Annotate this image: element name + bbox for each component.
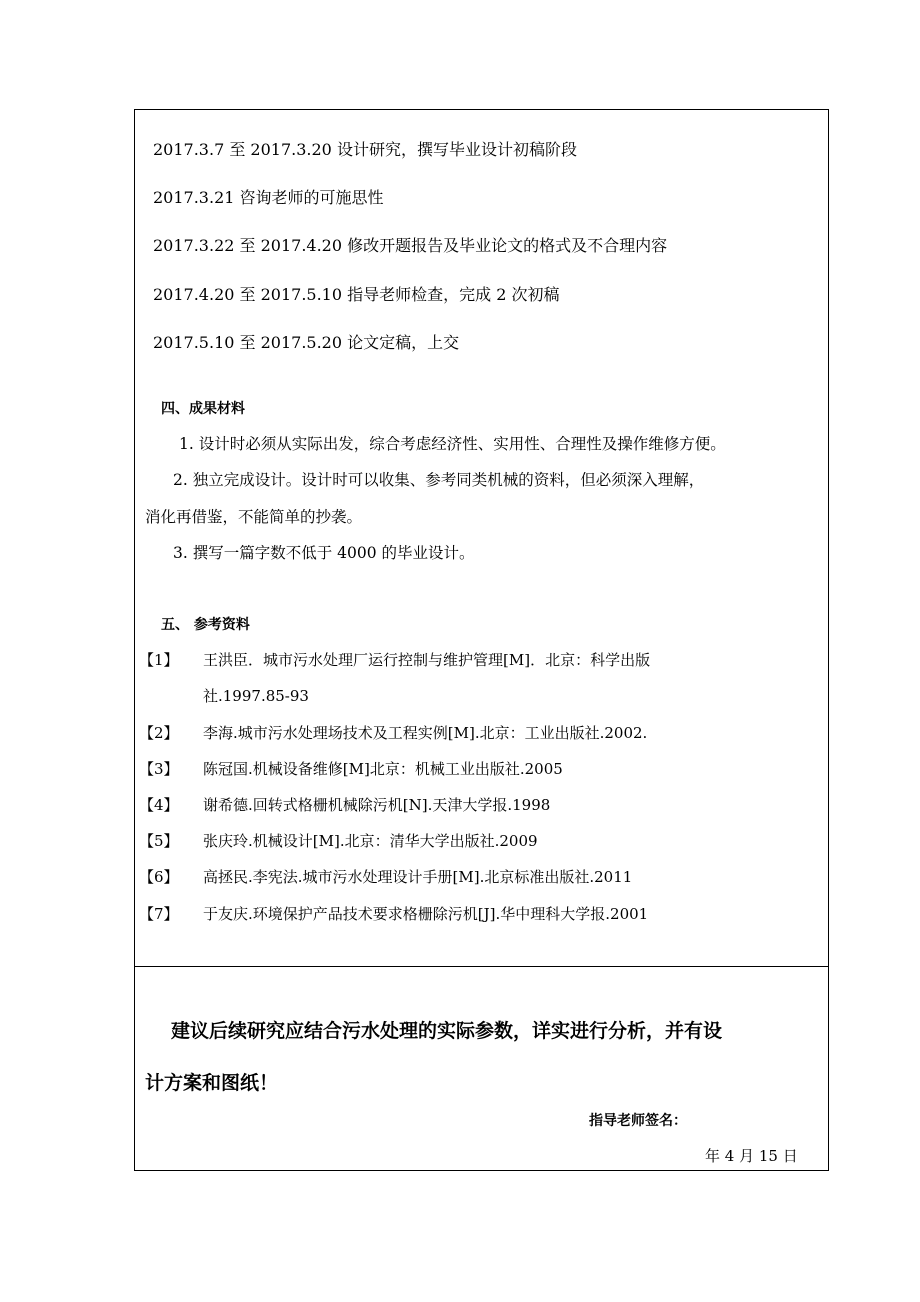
reference-2 <box>139 722 647 743</box>
reference-text: 谢希德.回转式格栅机械除污机[N].天津大学报.1998 <box>203 796 551 814</box>
reference-tag: 【1】 <box>139 651 179 669</box>
reference-text: 李海.城市污水处理场技术及工程实例[M].北京：工业出版社.2002. <box>203 724 648 742</box>
reference-tag: 【2】 <box>139 724 179 742</box>
reference-7 <box>139 903 648 924</box>
schedule-line-3: 2017.3.22 至 2017.4.20 修改开题报告及毕业论文的格式及不合理内容 <box>153 236 668 255</box>
reference-4 <box>139 794 550 815</box>
reference-tag: 【4】 <box>139 796 179 814</box>
reference-text: 于友庆.环境保护产品技术要求格栅除污机[J].华中理科大学报.2001 <box>203 905 649 923</box>
advice-line-1: 建议后续研究应结合污水处理的实际参数，详实进行分析，并有设 <box>171 1020 723 1042</box>
section4-item-1: 1. 设计时必须从实际出发，综合考虑经济性、实用性、合理性及操作维修方便。 <box>179 435 726 453</box>
section5-heading: 五、 参考资料 <box>161 617 250 633</box>
signature-label: 指导老师签名： <box>589 1113 687 1129</box>
schedule-line-5: 2017.5.10 至 2017.5.20 论文定稿，上交 <box>153 333 460 352</box>
reference-tag: 【5】 <box>139 832 179 850</box>
schedule-line-2: 2017.3.21 咨询老师的可施思性 <box>153 188 384 207</box>
reference-text: 高拯民.李宪法.城市污水处理设计手册[M].北京标准出版社.2011 <box>203 868 633 886</box>
section4-item-3: 3. 撰写一篇字数不低于 4000 的毕业设计。 <box>173 544 475 562</box>
section4-item-2-cont: 消化再借鉴，不能简单的抄袭。 <box>145 508 363 526</box>
reference-text: 张庆玲.机械设计[M].北京：清华大学出版社.2009 <box>203 832 538 850</box>
reference-1-cont: 社.1997.85-93 <box>203 687 309 705</box>
reference-tag: 【6】 <box>139 868 179 886</box>
form-frame <box>134 109 829 1171</box>
date-text: 年 4 月 15 日 <box>705 1147 798 1165</box>
reference-3 <box>139 758 563 779</box>
reference-tag: 【7】 <box>139 905 179 923</box>
reference-1 <box>139 649 650 670</box>
schedule-line-4: 2017.4.20 至 2017.5.10 指导老师检查，完成 2 次初稿 <box>153 285 560 304</box>
section4-heading: 四、成果材料 <box>161 401 245 417</box>
advice-line-2: 计方案和图纸！ <box>145 1072 279 1094</box>
reference-6 <box>139 866 632 887</box>
section4-item-2: 2. 独立完成设计。设计时可以收集、参考同类机械的资料，但必须深入理解， <box>173 471 705 489</box>
reference-tag: 【3】 <box>139 760 179 778</box>
reference-text: 王洪臣．城市污水处理厂运行控制与维护管理[M]．北京：科学出版 <box>203 651 651 669</box>
schedule-line-1: 2017.3.7 至 2017.3.20 设计研究，撰写毕业设计初稿阶段 <box>153 140 577 159</box>
reference-text: 陈冠国.机械设备维修[M]北京：机械工业出版社.2005 <box>203 760 563 778</box>
reference-5 <box>139 830 538 851</box>
section-divider <box>135 966 828 967</box>
